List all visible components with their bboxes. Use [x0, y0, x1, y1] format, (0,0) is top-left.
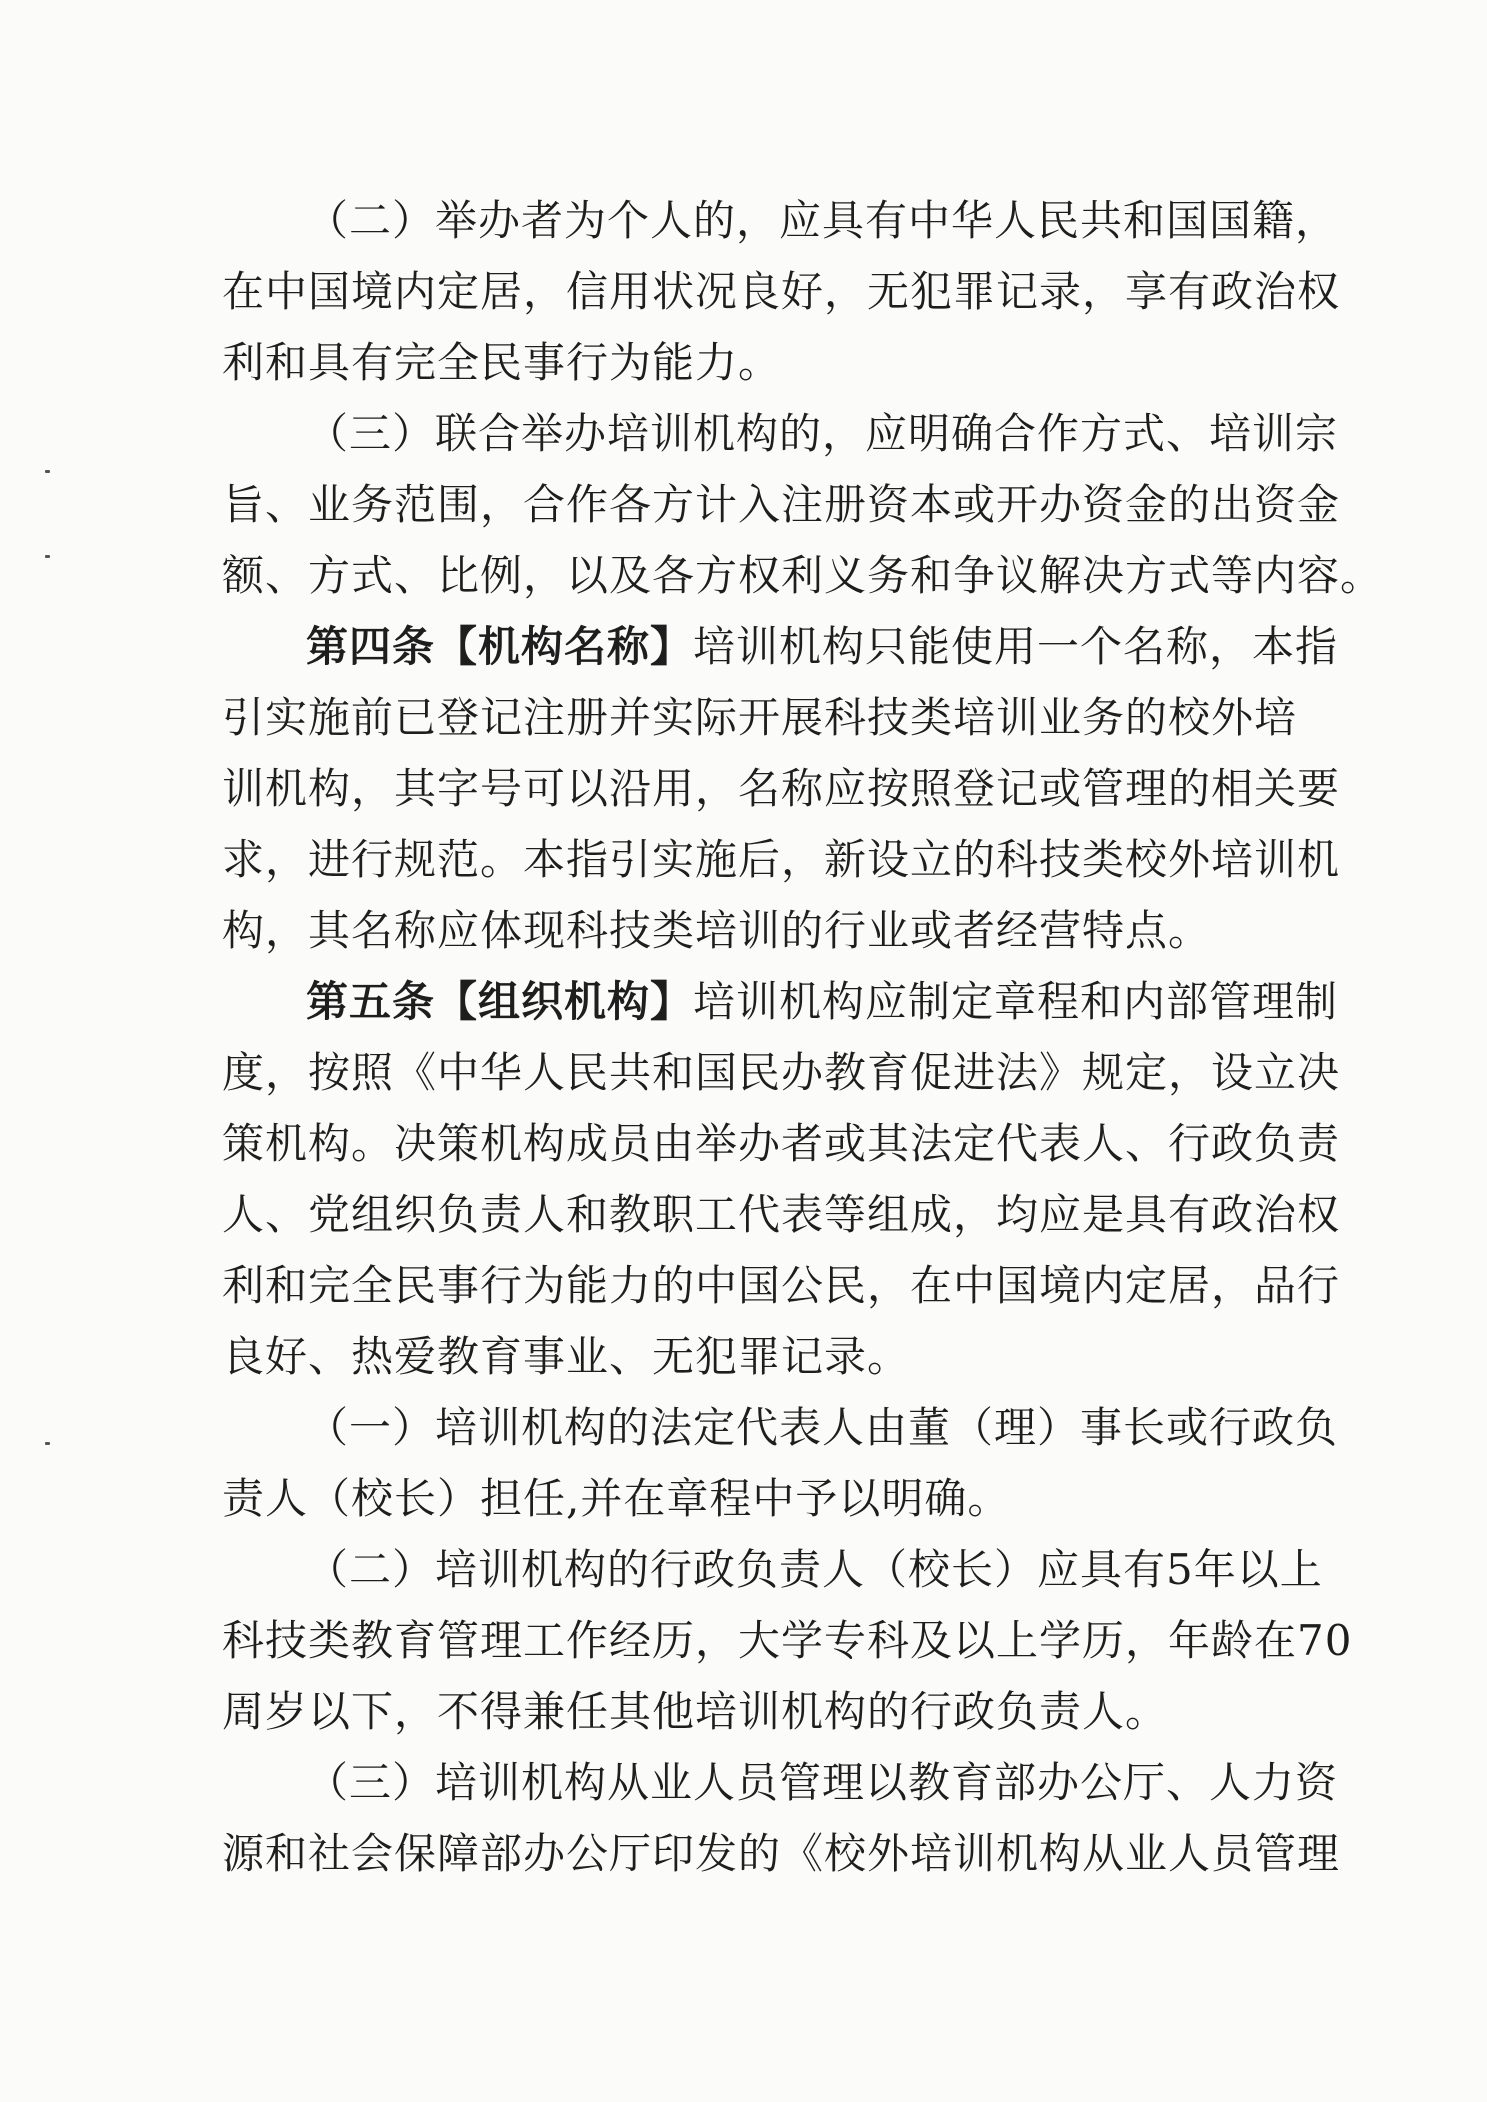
text-line: 源和社会保障部办公厅印发的《校外培训机构从业人员管理 [222, 1829, 1341, 1878]
text-line: 在中国境内定居，信用状况良好，无犯罪记录，享有政治权 [222, 267, 1341, 316]
article-heading: 第五条【组织机构】 [306, 977, 694, 1026]
text-line: （二）培训机构的行政负责人（校长）应具有5年以上 [306, 1545, 1323, 1594]
text-line: 训机构，其字号可以沿用，名称应按照登记或管理的相关要 [222, 764, 1341, 813]
text-line: 旨、业务范围，合作各方计入注册资本或开办资金的出资金 [222, 480, 1341, 529]
paragraph [222, 185, 1341, 398]
text-line: 责人（校长）担任,并在章程中予以明确。 [222, 1474, 1011, 1523]
scan-mark [45, 470, 50, 473]
text-line: 求，进行规范。本指引实施后，新设立的科技类校外培训机 [222, 835, 1341, 884]
text-line: 利和具有完全民事行为能力。 [222, 338, 782, 387]
article-text: 培训机构应制定章程和内部管理制 [693, 977, 1339, 1026]
document-body [222, 185, 1384, 1889]
text-line: 额、方式、比例，以及各方权利义务和争议解决方式等内容。 [222, 551, 1384, 600]
scan-mark [45, 555, 50, 558]
text-line: 良好、热爱教育事业、无犯罪记录。 [222, 1332, 911, 1381]
text-line [222, 611, 1339, 682]
paragraph [222, 1747, 1341, 1889]
text-line: 科技类教育管理工作经历，大学专科及以上学历，年龄在70 [222, 1616, 1353, 1665]
scan-mark [45, 1442, 50, 1445]
text-line: （三）联合举办培训机构的，应明确合作方式、培训宗 [306, 409, 1339, 458]
text-line: 策机构。决策机构成员由举办者或其法定代表人、行政负责 [222, 1119, 1341, 1168]
text-line: （三）培训机构从业人员管理以教育部办公厅、人力资 [306, 1758, 1339, 1807]
text-line: 引实施前已登记注册并实际开展科技类培训业务的校外培 [222, 693, 1298, 742]
paragraph [222, 1534, 1353, 1747]
text-line: 人、党组织负责人和教职工代表等组成，均应是具有政治权 [222, 1190, 1341, 1239]
article-text: 培训机构只能使用一个名称，本指 [693, 622, 1339, 671]
text-line: 周岁以下，不得兼任其他培训机构的行政负责人。 [222, 1687, 1169, 1736]
paragraph [222, 1392, 1339, 1534]
paragraph [222, 398, 1384, 611]
text-line: 利和完全民事行为能力的中国公民，在中国境内定居，品行 [222, 1261, 1341, 1310]
text-line: （二）举办者为个人的，应具有中华人民共和国国籍， [306, 196, 1339, 245]
text-line [222, 966, 1339, 1037]
text-line: 构，其名称应体现科技类培训的行业或者经营特点。 [222, 906, 1212, 955]
text-line: 度，按照《中华人民共和国民办教育促进法》规定，设立决 [222, 1048, 1341, 1097]
text-line: （一）培训机构的法定代表人由董（理）事长或行政负 [306, 1403, 1339, 1452]
article-heading: 第四条【机构名称】 [306, 622, 694, 671]
article-5 [222, 966, 1341, 1392]
article-4 [222, 611, 1341, 966]
